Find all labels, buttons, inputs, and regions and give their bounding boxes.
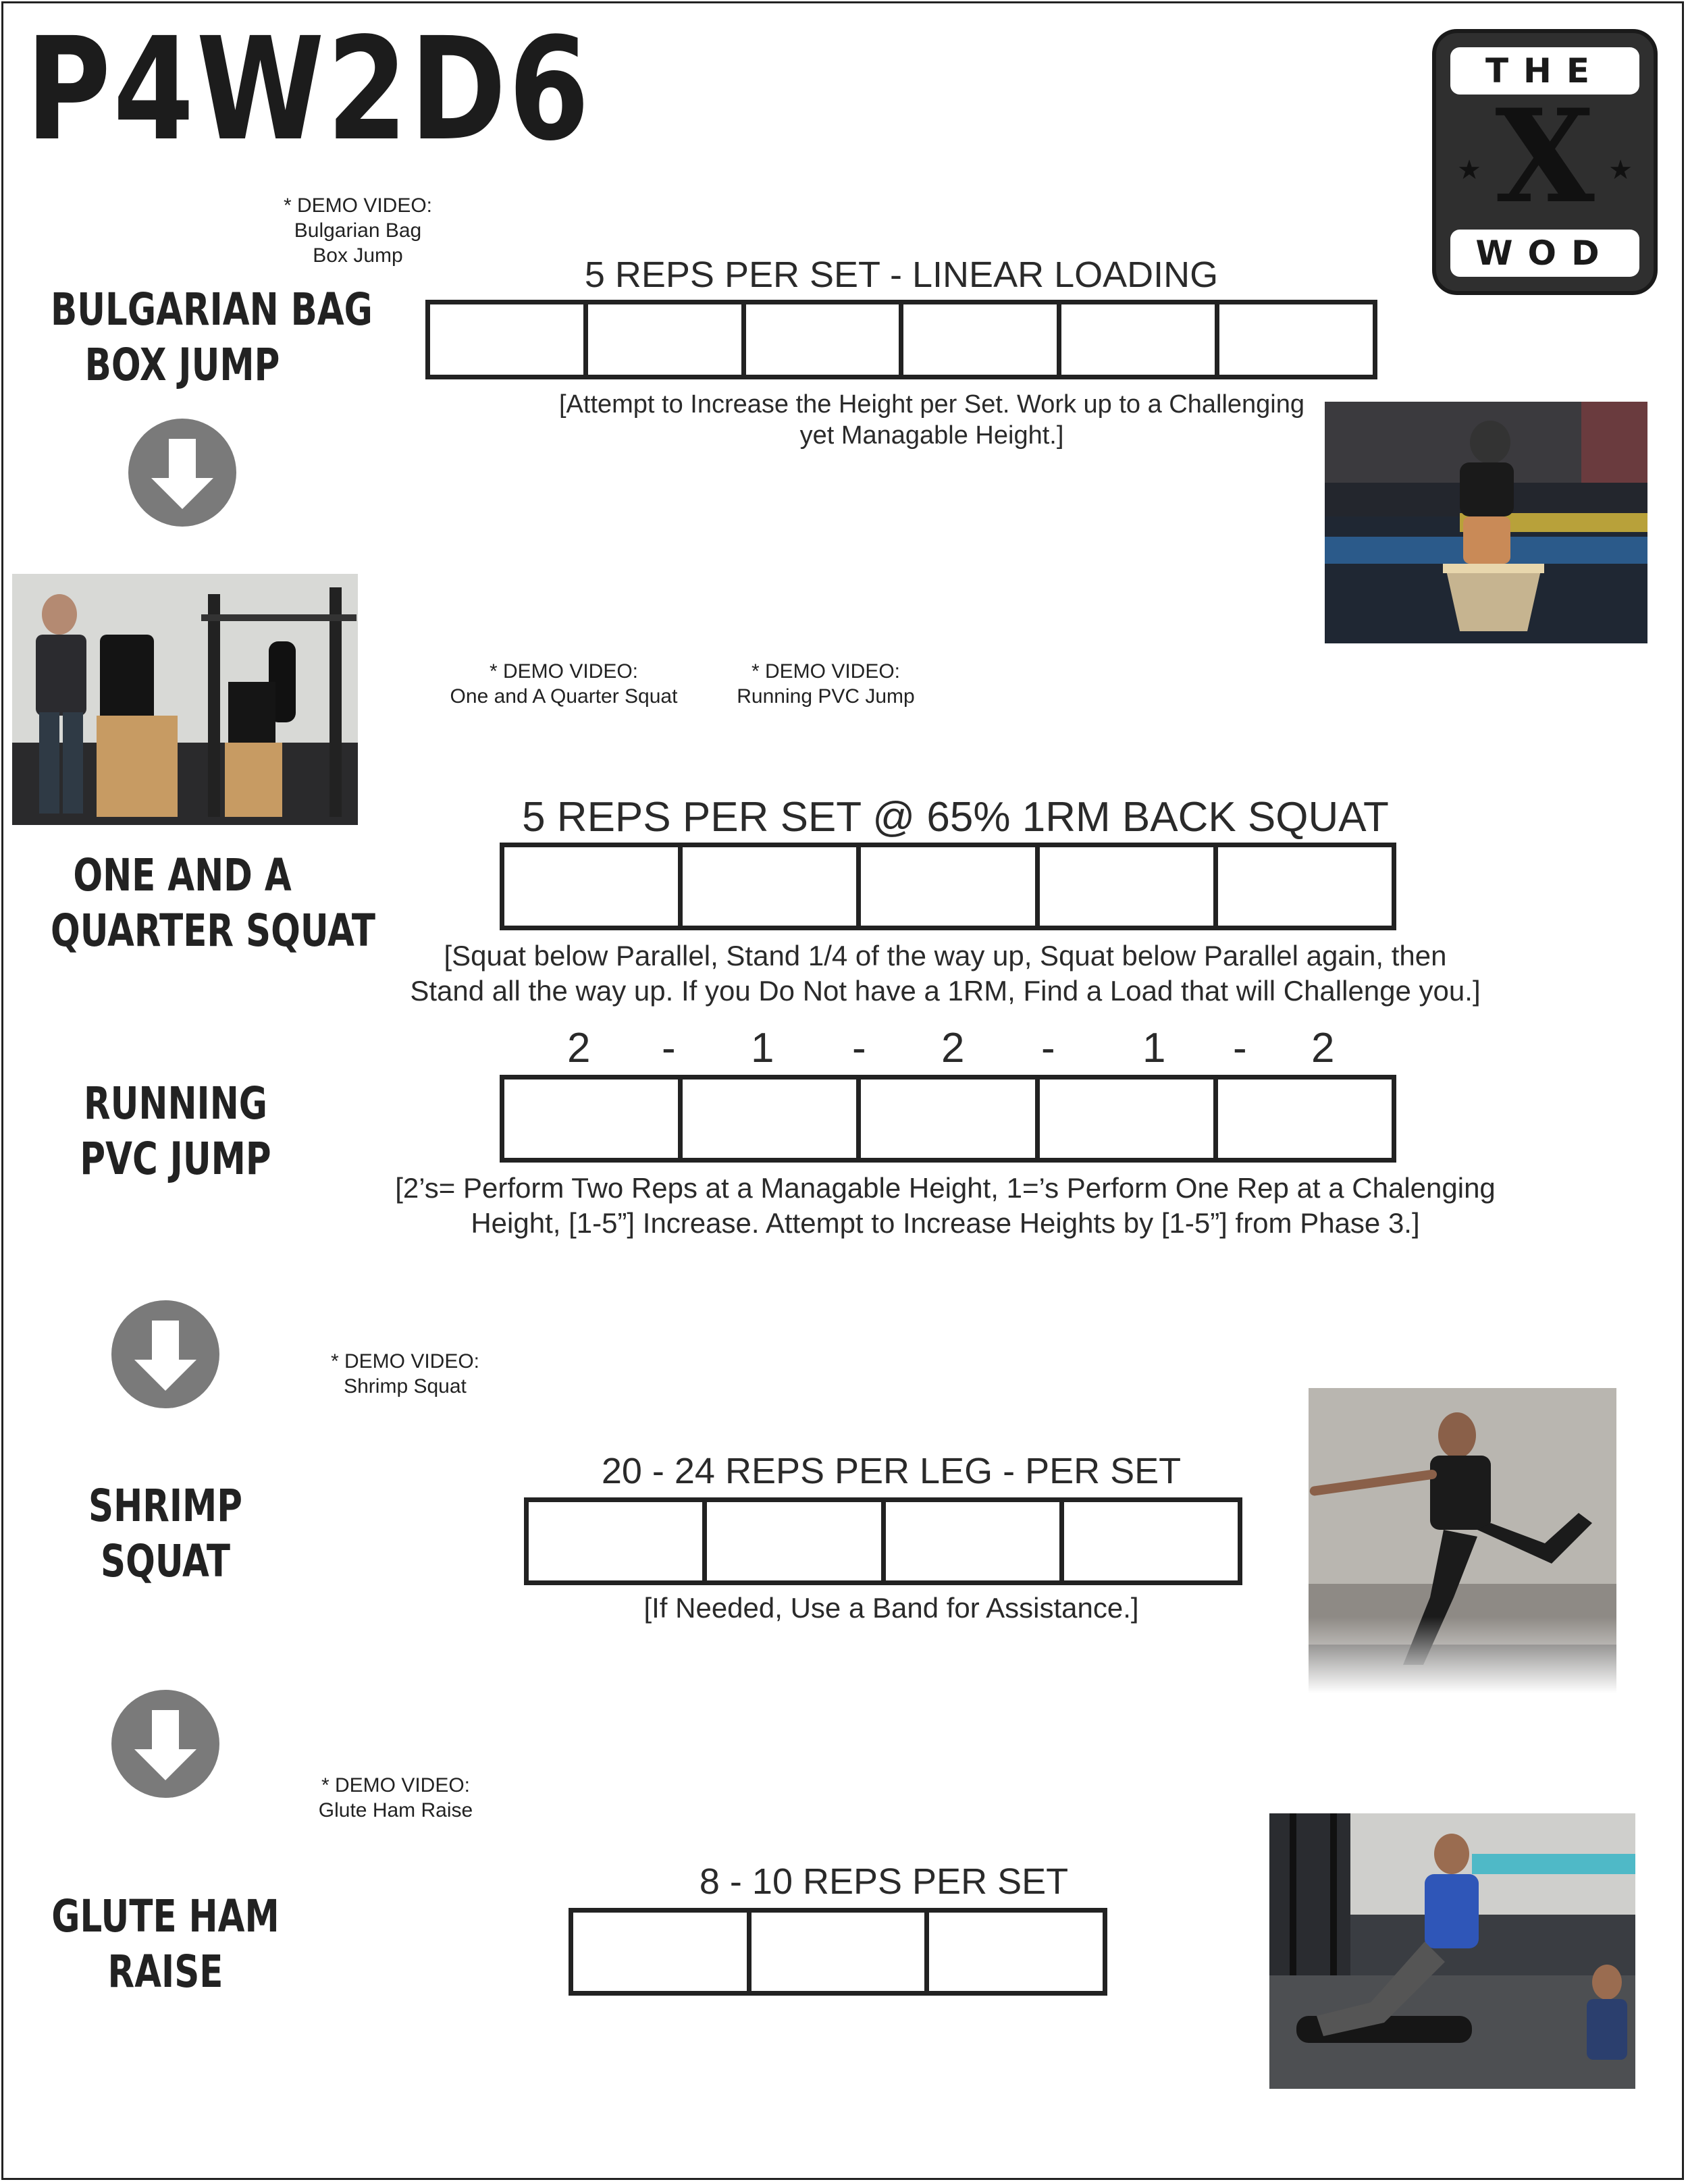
demo-name: Bulgarian Bag xyxy=(294,219,422,242)
exercise-name-line: SQUAT xyxy=(100,1535,231,1587)
set-log-box[interactable] xyxy=(886,1502,1064,1580)
note-line: [2’s= Perform Two Reps at a Managable Height, 1=’s Perform One Rep at a Chalenging xyxy=(395,1172,1496,1204)
instruction-note-pvc-jump xyxy=(338,1171,1553,1241)
set-log-box[interactable] xyxy=(573,1913,751,1991)
rep-scheme-digit: 2 xyxy=(567,1025,591,1071)
demo-video-quarter-squat[interactable] xyxy=(432,659,695,709)
shrimp-squat-photo xyxy=(1309,1388,1616,1693)
demo-video-ghr[interactable] xyxy=(294,1773,497,1823)
rep-scheme-dash: - xyxy=(1233,1025,1247,1071)
set-log-box[interactable] xyxy=(1061,304,1219,375)
set-log-box[interactable] xyxy=(929,1913,1103,1991)
demo-label: * DEMO VIDEO: xyxy=(321,1774,471,1796)
demo-label: * DEMO VIDEO: xyxy=(751,660,901,683)
rep-scheme-digit: 2 xyxy=(941,1025,965,1071)
set-log-boxes-ghr xyxy=(569,1908,1107,1996)
set-header-quarter-squat: 5 REPS PER SET @ 65% 1RM BACK SQUAT xyxy=(522,794,1389,841)
set-log-box[interactable] xyxy=(1040,847,1218,926)
glute-ham-raise-photo xyxy=(1269,1813,1635,2089)
rep-scheme-dash: - xyxy=(852,1025,866,1071)
set-log-box[interactable] xyxy=(430,304,588,375)
set-log-box[interactable] xyxy=(504,1080,683,1158)
note-line: Height, [1-5”] Increase. Attempt to Increase Heights by [1-5”] from Phase 3.] xyxy=(471,1207,1420,1239)
star-icon: ★ xyxy=(1608,155,1633,185)
exercise-name-line: PVC JUMP xyxy=(80,1133,271,1185)
set-log-box[interactable] xyxy=(504,847,683,926)
rep-scheme-digit: 1 xyxy=(751,1025,774,1071)
star-icon: ★ xyxy=(1457,155,1481,185)
set-log-box[interactable] xyxy=(1218,1080,1392,1158)
exercise-name-ghr xyxy=(36,1889,294,2000)
note-line: [Attempt to Increase the Height per Set. Work up to a Challenging xyxy=(558,390,1305,419)
demo-name: Running PVC Jump xyxy=(737,685,915,708)
exercise-name-line: ONE AND A xyxy=(73,849,292,901)
demo-video-pvc-jump[interactable] xyxy=(721,659,930,709)
rep-scheme-dash: - xyxy=(662,1025,676,1071)
set-log-box[interactable] xyxy=(588,304,746,375)
rep-scheme-dash: - xyxy=(1041,1025,1055,1071)
exercise-name-line: RUNNING xyxy=(83,1077,268,1129)
set-log-box[interactable] xyxy=(746,304,904,375)
note-line: yet Managable Height.] xyxy=(799,421,1064,450)
set-log-box[interactable] xyxy=(683,847,861,926)
set-log-box[interactable] xyxy=(1219,304,1373,375)
set-log-box[interactable] xyxy=(861,847,1039,926)
exercise-name-line: BULGARIAN BAG xyxy=(51,284,373,336)
demo-label: * DEMO VIDEO: xyxy=(489,660,639,683)
set-log-box[interactable] xyxy=(861,1080,1039,1158)
set-log-box[interactable] xyxy=(1040,1080,1218,1158)
demo-video-shrimp[interactable] xyxy=(304,1349,506,1399)
exercise-name-quarter-squat xyxy=(51,848,376,959)
logo-bottom-text: WOD xyxy=(1475,234,1614,273)
set-log-box[interactable] xyxy=(1064,1502,1238,1580)
bulgarian-bag-setup-photo xyxy=(12,574,358,825)
down-arrow-icon xyxy=(111,1300,219,1408)
exercise-name-line: QUARTER SQUAT xyxy=(51,905,376,957)
set-log-boxes-shrimp xyxy=(524,1497,1242,1585)
down-arrow-icon xyxy=(111,1690,219,1798)
note-line: Stand all the way up. If you Do Not have a 1RM, Find a Load that will Challenge you.] xyxy=(410,975,1481,1007)
exercise-name-shrimp xyxy=(36,1479,294,1589)
the-x-wod-logo xyxy=(1430,27,1660,297)
down-arrow-icon xyxy=(128,419,236,527)
set-log-box[interactable] xyxy=(751,1913,930,1991)
rep-scheme-digit: 2 xyxy=(1311,1025,1335,1071)
exercise-name-line: RAISE xyxy=(107,1946,223,1998)
set-header-shrimp: 20 - 24 REPS PER LEG - PER SET xyxy=(601,1451,1182,1491)
demo-label: * DEMO VIDEO: xyxy=(283,194,433,217)
logo-top-text: THE xyxy=(1485,51,1605,90)
set-log-box[interactable] xyxy=(903,304,1061,375)
box-jump-photo xyxy=(1325,402,1647,643)
instruction-note-shrimp: [If Needed, Use a Band for Assistance.] xyxy=(643,1592,1139,1624)
logo-x-text: X xyxy=(1495,81,1595,232)
demo-name: Glute Ham Raise xyxy=(318,1799,473,1821)
page-title: P4W2D6 xyxy=(26,7,592,172)
exercise-name-line: SHRIMP xyxy=(88,1480,242,1532)
set-log-box[interactable] xyxy=(529,1502,707,1580)
exercise-name-line: GLUTE HAM xyxy=(51,1890,280,1942)
set-log-box[interactable] xyxy=(1218,847,1392,926)
instruction-note-quarter-squat xyxy=(351,938,1539,1009)
demo-name: Shrimp Squat xyxy=(344,1375,467,1397)
exercise-name-bulgarian xyxy=(51,282,373,393)
note-line: [Squat below Parallel, Stand 1/4 of the way up, Squat below Parallel again, then xyxy=(444,940,1447,971)
set-log-boxes-bulgarian xyxy=(425,300,1377,379)
set-log-box[interactable] xyxy=(683,1080,861,1158)
set-log-box[interactable] xyxy=(707,1502,885,1580)
set-header-bulgarian: 5 REPS PER SET - LINEAR LOADING xyxy=(584,255,1219,295)
demo-name: Box Jump xyxy=(313,244,403,267)
exercise-name-line: BOX JUMP xyxy=(84,339,280,391)
rep-scheme-digit: 1 xyxy=(1142,1025,1166,1071)
demo-name: One and A Quarter Squat xyxy=(450,685,678,708)
set-header-ghr: 8 - 10 REPS PER SET xyxy=(699,1861,1069,1902)
set-log-boxes-quarter-squat xyxy=(500,843,1396,930)
set-log-boxes-pvc-jump xyxy=(500,1075,1396,1163)
instruction-note-bulgarian xyxy=(459,389,1404,451)
demo-label: * DEMO VIDEO: xyxy=(330,1350,480,1373)
exercise-name-pvc-jump xyxy=(44,1076,307,1187)
